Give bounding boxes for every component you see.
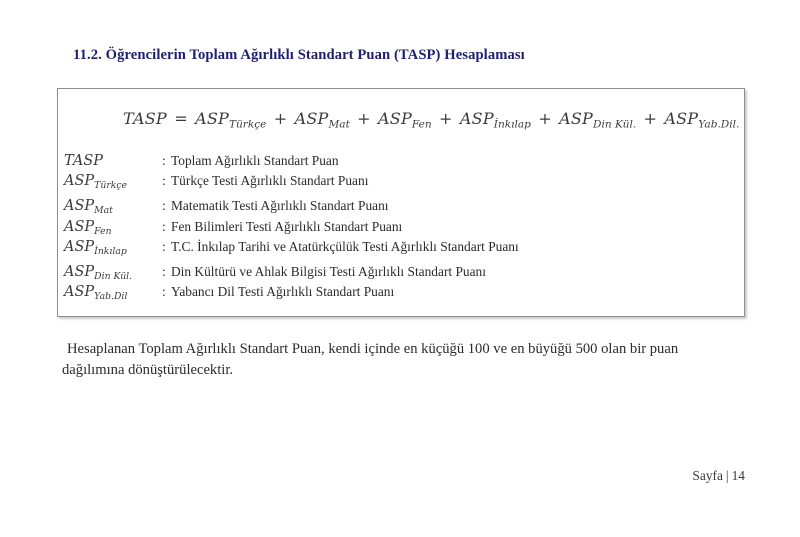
definition-symbol: $ASP_{Yab.Dil}$ xyxy=(64,284,128,302)
definition-colon: : xyxy=(162,238,166,254)
page-title: 11.2. Öğrencilerin Toplam Ağırlıklı Standart Puan (TASP) Hesaplaması xyxy=(73,47,525,63)
formula-operator: + xyxy=(273,109,288,128)
definition-colon: : xyxy=(162,198,166,214)
footer-separator: | xyxy=(725,468,729,483)
formula-term-turkce: $ASP_{Türkçe}$ xyxy=(195,109,267,131)
formula-term-yab-dil: $ASP_{Yab.Dil.}$ xyxy=(664,109,740,131)
definition-row-din-kul xyxy=(64,264,740,284)
definition-row-mat xyxy=(64,198,740,218)
definition-description: : Din Kültürü ve Ahlak Bilgisi Testi Ağırlıklı Standart Puanı xyxy=(162,263,486,279)
body-paragraph: Hesaplanan Toplam Ağırlıklı Standart Puan, kendi içinde en küçüğü 100 ve en büyüğü 500 olan bir puan dağılımına dönüştürülecektir. xyxy=(62,341,679,378)
definition-symbol: $ASP_{İnkılap}$ xyxy=(64,238,127,257)
definition-row-yab-dil xyxy=(64,284,740,304)
footer-page-number: 14 xyxy=(731,468,745,483)
definition-list xyxy=(64,153,740,304)
definition-colon: : xyxy=(162,218,166,234)
definition-row-fen xyxy=(64,219,740,239)
definition-colon: : xyxy=(162,284,166,300)
definition-symbol: $ASP_{Türkçe}$ xyxy=(64,173,128,191)
formula-box xyxy=(57,88,745,317)
definition-row-tasp xyxy=(64,153,740,173)
definition-symbol: $ASP_{Fen}$ xyxy=(64,218,112,237)
definition-colon: : xyxy=(162,153,166,168)
definition-description: : Matematik Testi Ağırlıklı Standart Puanı xyxy=(162,198,389,214)
definition-description: : Fen Bilimleri Testi Ağırlıklı Standart Puanı xyxy=(162,218,403,234)
formula-term-din-kul: $ASP_{Din Kül.}$ xyxy=(559,109,637,131)
definition-row-inkilap xyxy=(64,239,740,259)
formula-lhs: TASP xyxy=(123,109,167,128)
formula-equals: = xyxy=(174,109,188,128)
formula-operator: + xyxy=(439,109,453,128)
page-footer xyxy=(692,468,745,484)
formula-expression xyxy=(123,109,739,130)
definition-symbol: $ASP_{Din Kül.}$ xyxy=(64,263,133,282)
formula-operator: + xyxy=(538,109,552,128)
formula-term-mat: $ASP_{Mat}$ xyxy=(294,109,350,131)
definition-description: : Türkçe Testi Ağırlıklı Standart Puanı xyxy=(162,173,369,189)
formula-term-inkilap: $ASP_{İnkılap}$ xyxy=(459,109,531,131)
formula-term-fen: $ASP_{Fen}$ xyxy=(378,109,432,131)
definition-description: : T.C. İnkılap Tarihi ve Atatürkçülük Testi Ağırlıklı Standart Puanı xyxy=(162,238,519,254)
footer-label: Sayfa xyxy=(692,468,723,483)
definition-colon: : xyxy=(162,173,166,189)
definition-row-turkce xyxy=(64,173,740,193)
definition-description: : Yabancı Dil Testi Ağırlıklı Standart Puanı xyxy=(162,284,395,300)
definition-symbol: TASP xyxy=(64,153,104,169)
definition-description: : Toplam Ağırlıklı Standart Puan xyxy=(162,153,339,168)
definition-colon: : xyxy=(162,263,166,279)
formula-operator: + xyxy=(357,109,371,128)
definition-symbol: $ASP_{Mat}$ xyxy=(64,198,113,217)
formula-operator: + xyxy=(643,109,658,128)
